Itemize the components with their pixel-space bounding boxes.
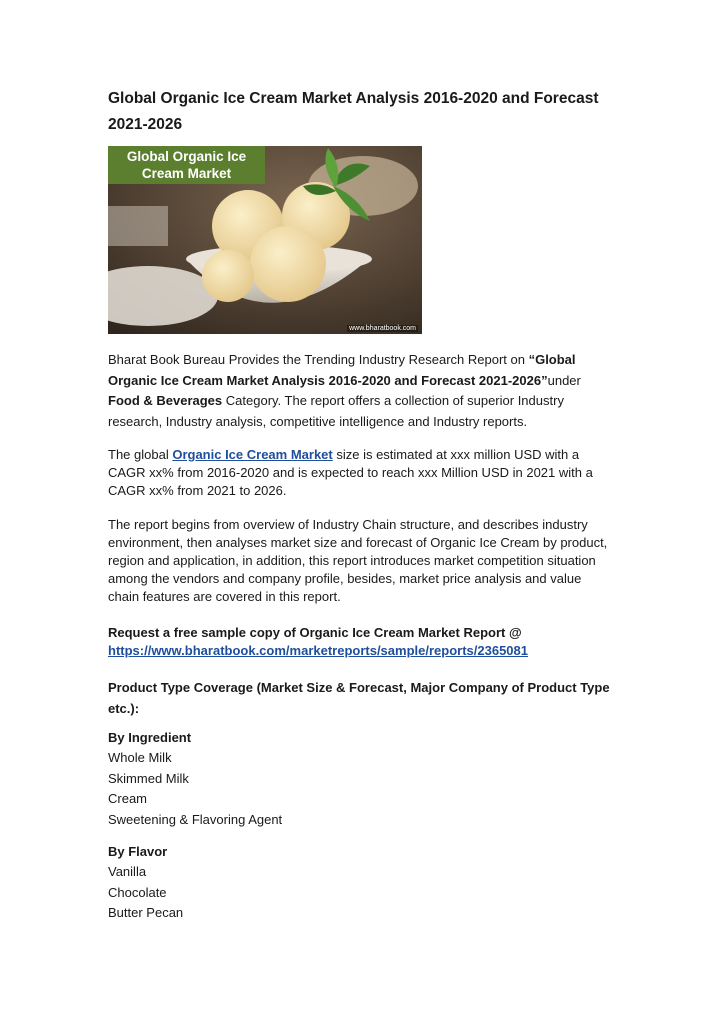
list-item: Whole Milk [108, 750, 172, 766]
coverage-heading: Product Type Coverage (Market Size & Forecast, Major Company of Product Type etc.): [108, 680, 610, 716]
list-item: Chocolate [108, 884, 167, 900]
sample-text: Request a free sample copy of Organic Ice Cream Market Report @ [108, 625, 522, 640]
flavor-heading: By Flavor [108, 844, 168, 859]
list-item: Sweetening & Flavoring Agent [108, 811, 283, 827]
intro-text: Bharat Book Bureau Provides the Trending Industry Research Report on [108, 352, 529, 367]
ice-cream-image [108, 146, 422, 334]
size-rest: size is estimated at xxx million USD with a CAGR xx% from 2016-2020 and is expected to reach xxx Million USD in 2021 with a CAGR xx% from 2021 to 2026. [108, 447, 593, 498]
list-item: Vanilla [108, 864, 147, 880]
ingredient-heading: By Ingredient [108, 730, 192, 745]
market-size-paragraph [108, 446, 613, 500]
size-lead: The global [108, 447, 173, 462]
intro-rest: Category. The report offers a collection of superior Industry research, Industry analysis, competitive intelligence and Industry reports. [108, 393, 564, 429]
list-item: Cream [108, 791, 148, 807]
ingredient-list [108, 728, 608, 830]
image-watermark: www.bharatbook.com [349, 325, 416, 332]
sample-url-link[interactable]: https://www.bharatbook.com/marketreports/sample/reports/2365081 [108, 643, 528, 658]
intro-paragraph [108, 350, 613, 432]
overview-paragraph: The report begins from overview of Industry Chain structure, and describes industry environment, then analyses market size and forecast of Organic Ice Cream by product, region and application, in addition, this report introduces market competition situation among the vendors and company profile, besides, market price analysis and value chain features are covered in this report. [108, 517, 608, 604]
list-item: Butter Pecan [108, 905, 184, 921]
market-link[interactable]: Organic Ice Cream Market [172, 447, 333, 462]
flavor-list [108, 842, 608, 924]
sample-request-paragraph [108, 624, 613, 660]
intro-under: under [547, 372, 581, 388]
document-title: Global Organic Ice Cream Market Analysis 2016-2020 and Forecast 2021-2026 [108, 90, 599, 133]
image-caption-label: Global Organic Ice Cream Market [108, 146, 265, 184]
list-item: Skimmed Milk [108, 770, 189, 786]
report-title-quote: “Global Organic Ice Cream Market Analysis 2016-2020 and Forecast 2021-2026” [108, 352, 576, 388]
category-name: Food & Beverages [108, 393, 223, 408]
